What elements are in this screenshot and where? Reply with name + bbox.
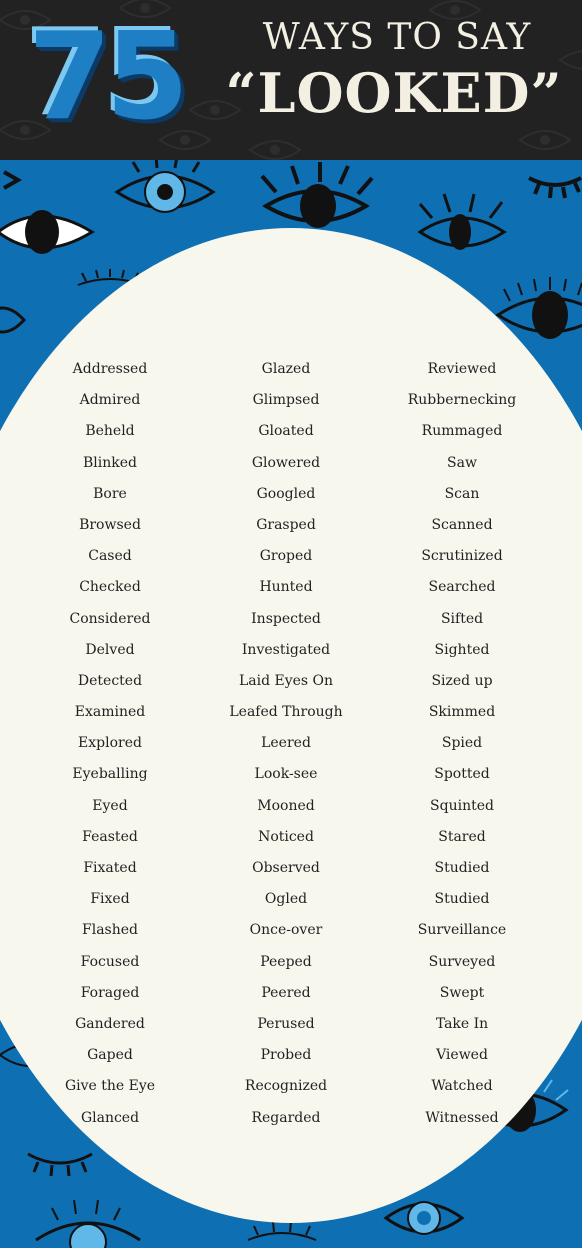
word-item: Look-see	[254, 766, 318, 783]
word-item: Regarded	[251, 1109, 321, 1126]
title-line-2: “LOOKED”	[225, 61, 563, 125]
word-item: Scan	[444, 485, 480, 502]
word-item: Checked	[79, 579, 141, 596]
word-item: Fixed	[90, 891, 130, 908]
word-item: Eyeballing	[72, 766, 148, 783]
word-item: Perused	[257, 1015, 315, 1032]
eye-icon	[0, 210, 92, 254]
word-item: Sifted	[440, 610, 484, 627]
word-item: Probed	[260, 1047, 312, 1064]
word-item: Spied	[441, 735, 483, 752]
word-item: Beheld	[85, 423, 135, 440]
word-item: Cased	[88, 548, 132, 565]
word-item: Feasted	[82, 828, 138, 845]
word-item: Swept	[439, 984, 485, 1001]
word-item: Leafed Through	[229, 704, 343, 721]
word-item: Witnessed	[425, 1109, 499, 1126]
word-item: Laid Eyes On	[238, 672, 334, 689]
word-item: Surveyed	[428, 953, 496, 970]
word-item: Watched	[431, 1078, 493, 1095]
word-item: Glowered	[251, 454, 321, 471]
word-column-2	[191, 354, 381, 1134]
eye-icon	[420, 194, 504, 250]
word-item: Ogled	[264, 891, 308, 908]
word-item: Mooned	[257, 797, 315, 814]
word-item: Recognized	[244, 1078, 328, 1095]
word-item: Viewed	[436, 1047, 488, 1064]
word-item: Glanced	[80, 1109, 140, 1126]
word-item: Gaped	[87, 1047, 133, 1064]
eye-icon	[262, 162, 372, 228]
word-item: Noticed	[258, 828, 314, 845]
eye-icon	[0, 308, 24, 332]
closed-eye-icon	[248, 1222, 316, 1240]
word-item: Bore	[93, 485, 127, 502]
word-item: Explored	[78, 735, 142, 752]
word-item: Glazed	[261, 361, 311, 377]
word-item: Browsed	[79, 516, 141, 533]
word-item: Grasped	[256, 516, 316, 533]
word-item: Admired	[79, 392, 141, 409]
word-item: Peeped	[260, 953, 312, 970]
word-item: Rummaged	[421, 423, 503, 440]
word-column-3	[367, 354, 557, 1134]
word-item: Gandered	[75, 1015, 145, 1032]
word-item: Addressed	[72, 361, 148, 377]
word-item: Groped	[259, 548, 313, 565]
eye-icon	[117, 160, 213, 212]
word-item: Scrutinized	[421, 548, 503, 565]
word-item: Googled	[256, 485, 316, 502]
word-item: Gloated	[258, 423, 314, 440]
word-item: Rubbernecking	[407, 392, 517, 409]
word-item: Reviewed	[427, 361, 497, 377]
word-item: Considered	[69, 610, 151, 627]
closed-eye-icon	[28, 1154, 92, 1176]
word-item: Sighted	[434, 641, 490, 658]
word-item: Surveillance	[417, 922, 507, 939]
word-item: Studied	[434, 891, 490, 908]
word-item: Skimmed	[428, 704, 496, 721]
word-item: Studied	[434, 860, 490, 876]
word-item: Investigated	[241, 641, 331, 658]
word-item: Blinked	[83, 454, 137, 471]
word-item: Sized up	[431, 672, 493, 689]
word-item: Fixated	[83, 860, 137, 876]
word-item: Eyed	[92, 797, 128, 814]
eye-icon	[386, 1202, 462, 1234]
word-item: Take In	[435, 1015, 489, 1032]
big-number: 75	[28, 8, 183, 147]
word-item: Searched	[428, 579, 496, 596]
word-item: Focused	[80, 953, 140, 970]
closed-eye-icon	[4, 172, 18, 188]
word-item: Spotted	[434, 766, 490, 783]
word-item: Scanned	[431, 516, 493, 533]
word-item: Inspected	[251, 610, 321, 627]
word-item: Foraged	[80, 984, 140, 1001]
word-item: Once-over	[249, 922, 323, 939]
closed-eye-icon	[529, 178, 581, 198]
word-item: Detected	[77, 672, 143, 689]
word-item: Observed	[252, 860, 320, 876]
eye-icon	[36, 1200, 140, 1248]
word-item: Delved	[85, 641, 135, 658]
word-item: Hunted	[259, 579, 313, 596]
word-item: Saw	[447, 454, 477, 471]
word-item: Glimpsed	[252, 392, 320, 409]
header-banner	[0, 0, 582, 160]
word-item: Stared	[438, 828, 486, 845]
title-line-1: WAYS TO SAY	[262, 17, 532, 58]
word-item: Leered	[261, 735, 311, 752]
word-item: Squinted	[430, 797, 494, 814]
word-item: Examined	[74, 704, 146, 721]
word-item: Flashed	[82, 922, 138, 939]
word-item: Peered	[261, 984, 311, 1001]
word-column-1	[15, 354, 205, 1134]
word-item: Give the Eye	[64, 1078, 156, 1095]
